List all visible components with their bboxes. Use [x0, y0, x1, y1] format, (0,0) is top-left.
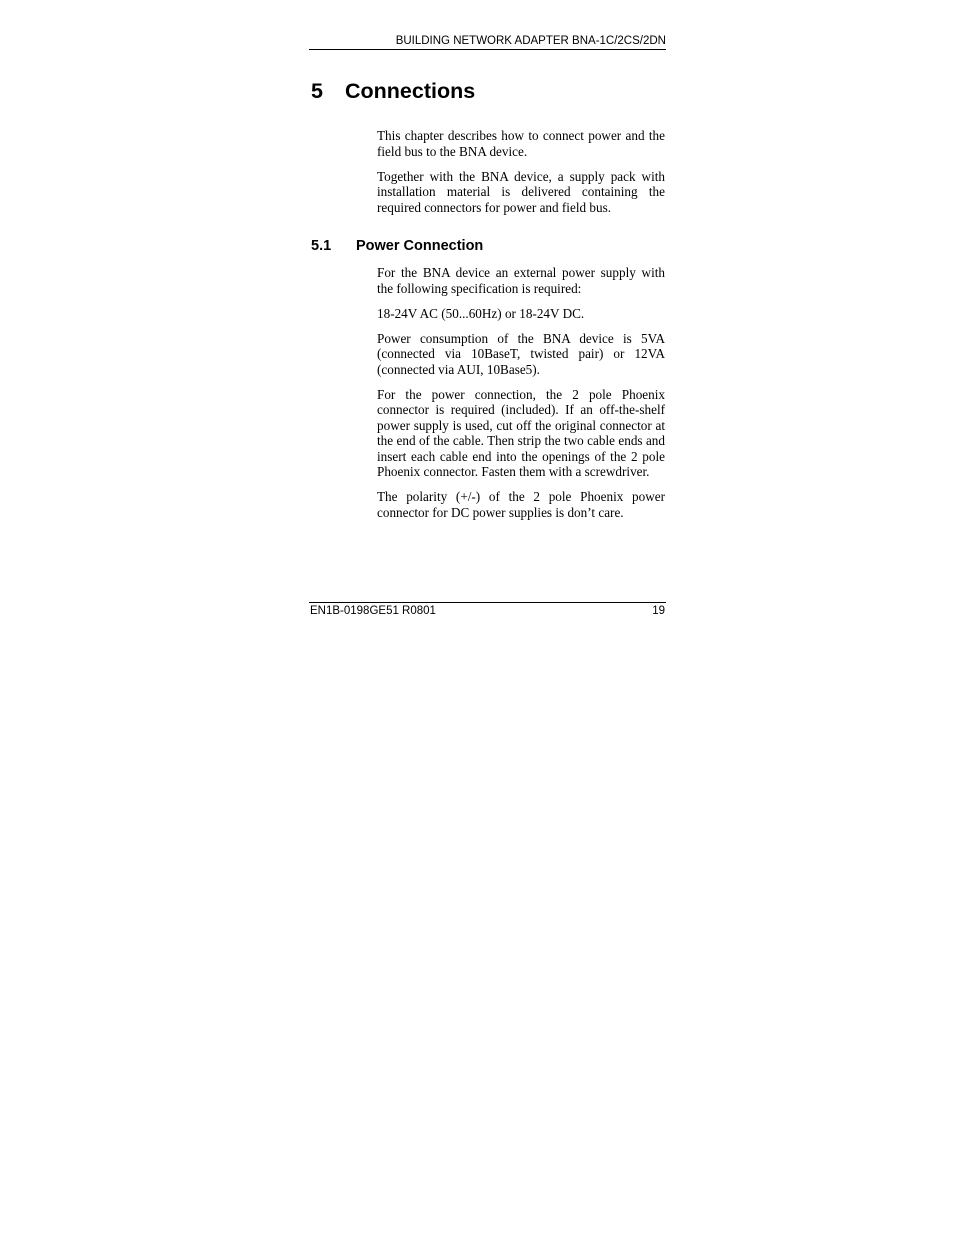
- page-footer: [309, 602, 666, 617]
- paragraph: Power consumption of the BNA device is 5VA (connected via 10BaseT, twisted pair) or 12VA (connected via AUI, 10Base5).: [377, 330, 665, 377]
- intro-text: [377, 128, 665, 225]
- chapter-number: 5: [311, 79, 323, 103]
- section-title-text: Power Connection: [356, 238, 484, 254]
- paragraph: For the BNA device an external power supply with the following specification is required:: [377, 265, 665, 296]
- paragraph: For the power connection, the 2 pole Phoenix connector is required (included). If an off-the-shelf power supply is used, cut off the original connector at the end of the cable. Then strip the two cable ends and insert each cable end into the openings of the 2 pole Phoenix connector. Fasten them with a screwdriver.: [377, 386, 665, 479]
- section-number: 5.1: [311, 238, 332, 254]
- document-id: EN1B-0198GE51 R0801: [310, 605, 436, 617]
- section-title: [311, 238, 483, 254]
- page-number: 19: [652, 605, 665, 617]
- paragraph: This chapter describes how to connect power and the field bus to the BNA device.: [377, 128, 665, 159]
- chapter-title-text: Connections: [345, 79, 476, 103]
- paragraph: 18-24V AC (50...60Hz) or 18-24V DC.: [377, 305, 585, 321]
- running-header: [309, 35, 666, 50]
- paragraph: Together with the BNA device, a supply pack with installation material is delivered containing the required connectors for power and field bus.: [377, 168, 665, 215]
- power-connection-text: [377, 265, 665, 530]
- paragraph: The polarity (+/-) of the 2 pole Phoenix power connector for DC power supplies is don’t care.: [377, 489, 665, 520]
- running-title: BUILDING NETWORK ADAPTER BNA-1C/2CS/2DN: [395, 35, 666, 47]
- chapter-title: [311, 79, 475, 104]
